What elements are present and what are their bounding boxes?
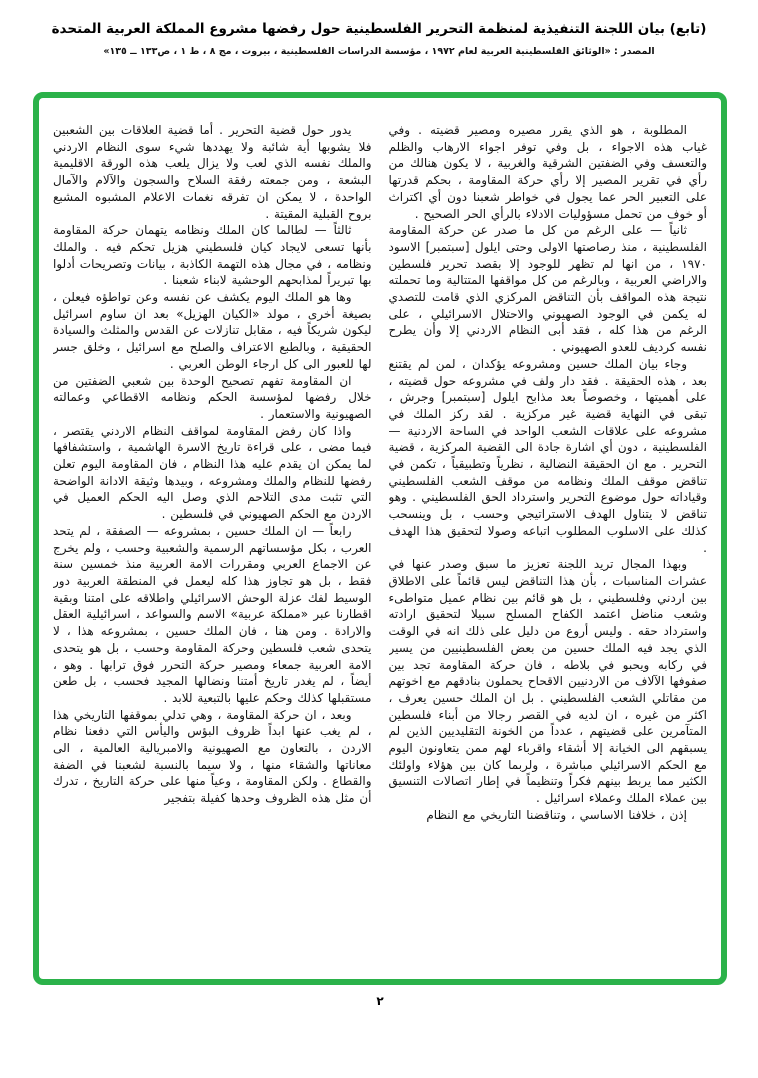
paragraph: المطلوبة ، هو الذي يقرر مصيره ومصير قضيته . وفي غياب هذه الاجواء ، بل وفي توفر اجواء الارهاب والظلم والتعسف وفي الضفتين الشرقية والغربية ، لا يكون هنالك من رأي في تقرير المصير إلا رأي حركة المقاومة ، بحكم قدرتها على التعبير الحر عما يجول في خواطر شعبنا دون أي اكتراث أو خوف من تحمل مسؤوليات الادلاء بالرأي الحر الصحيح . bbox=[388, 123, 707, 221]
document-border-frame bbox=[33, 92, 727, 985]
page-number: ٢ bbox=[376, 994, 384, 1008]
paragraph-fourthly: رابعاً — ان الملك حسين ، بمشروعه — الصفقة ، لم يتحد العرب ، بكل مؤسساتهم الرسمية والشعبية وحسب ، ولم يخرج عن الاجماع العربي ومقررات الامة العربية منذ خمسين سنة فقط ، بل هو تجاوز هذا كله ليعمل في المنطقة العربية دور الوسيط لفك عزلة الوحش الاسرائيلي واطلاقه على امتنا وبقية اقطارنا عبر «مملكة عربية» الاسم والسواعد ، اسرائيلية العقل والارادة . ومن هنا ، فان الملك حسين ، بمشروعه هذا ، لا يتحدى شعب فلسطين وحركة المقاومة وحسب ، بل هو يتحدى الامة العربية جمعاء ومصير حركة التحرر فوق ترابها . وهو ، أيضاً ، لم يغدر تاريخ أمتنا ونضالها المجيد فحسب ، بل طعن مستقبلها كذلك وحكم عليها بالتبعية للابد . bbox=[53, 523, 372, 705]
paragraph: إذن ، خلافنا الاساسي ، وتناقضنا التاريخي مع النظام bbox=[426, 807, 687, 822]
paragraph: ان المقاومة تفهم تصحيح الوحدة بين شعبي الضفتين من خلال رفضها لمؤسسة الحكم ونظامه الاقطاعي وعمالته الصهيونية والاستعمار . bbox=[53, 373, 372, 421]
paragraph-thirdly: ثالثاً — لطالما كان الملك ونظامه يتهمان حركة المقاومة بأنها تسعى لايجاد كيان فلسطيني هزيل تحكم فيه . والملك ونظامه ، في مجال هذه التهمة الكاذبة ، بيانات وتصريحات أدلوا بها تبريراً لمذابحهم الوحشية لابناء شعبنا . bbox=[53, 223, 372, 288]
paragraph: يدور حول قضية التحرير . أما قضية العلاقات بين الشعبين فلا يشوبها أية شائبة ولا يهددها شيء سوى النظام الاردني والملك نفسه الذي لعب ولا يزال يلعب هذه الورقة الاقليمية البشعة ، ومن جمعته رفقة السلاح والسجون والآلام والآمال الواحدة ، لا يمكن ان تفرقه نغمات الاعلام المشبوه المشبع بروح القبلية المقيتة . bbox=[53, 123, 372, 221]
paragraph: وبهذا المجال تريد اللجنة تعزيز ما سبق وصدر عنها في عشرات المناسبات ، بأن هذا التناقض ليس قائماً على الاطلاق بين اردني وفلسطيني ، بل هو قائم بين نظام عميل متواطىء وشعب مناضل اعتمد الكفاح المسلح سبيلا لتحقيق ارادته واسترداد حقه . وليس أروع من دليل على ذلك انه في الوقت الذي يجد فيه الملك حسين من بعض الفلسطينيين من يسير في ركابه ويحبو في بلاطه ، فان حركة المقاومة تجد بين صفوفها الآلاف من الاردنيين الاقحاح يحملون بنادقهم مع اخوتهم من مقاتلي الشعب الفلسطيني . بل ان الملك حسين يعرف ، اكثر من غيره ، ان لديه في القصر رجالا من أبناء فلسطين المتآمرين على قضيتهم ، عدداً من الخونة التقليديين الذين لم يسبقهم الى الخيانة إلا أشقاء واقرباء لهم ممن يتعاونون اليوم مع الحكم الاسرائيلي مباشرة ، ولربما كان بين هؤلاء واولئك الكثير مما يربط بينهم فكراً وتنظيماً في إطار اتصالات التنسيق بين عملاء الملك وعملاء اسرائيل . bbox=[388, 557, 707, 806]
paragraph: واذا كان رفض المقاومة لمواقف النظام الاردني يقتصر ، فيما مضى ، على قراءة تاريخ الاسرة الهاشمية ، واستشفافها لما يمكن ان يقدم عليه هذا النظام ، فان المقاومة اليوم تعلن رفضها للنظام والملك ومشروعه ، وبيدها وثيقة الادانة الواضحة التي تثبت مدى التلاحم الذي وصل اليه الحكم العميل في الاردن مع الحكم الصهيوني في فلسطين . bbox=[53, 423, 372, 522]
paragraph: وها هو الملك اليوم يكشف عن نفسه وعن تواطؤه فيعلن ، بصيغة أخرى ، مولد «الكيان الهزيل» بعد ان ساوم اسرائيل ليكون شريكاً فيه ، مقابل تنازلات عن القدس والمثلث والسيادة الحقيقية ، وبالطبع الاعتراف والصلح مع اسرائيل ، وخلق جسر لها للعبور الى كل ارجاء الوطن العربي . bbox=[53, 290, 372, 371]
page-title: (تابع) بيان اللجنة التنفيذية لمنظمة التحرير الفلسطينية حول رفضها مشروع المملكة العربية المتحدة bbox=[51, 21, 707, 37]
text-column-right bbox=[389, 122, 708, 979]
paragraph-secondly: ثانياً — على الرغم من كل ما صدر عن حركة المقاومة الفلسطينية ، منذ رصاصتها الاولى وحتى ايلول [سبتمبر] الاسود ١٩٧٠ ، من انها لم تظهر للوجود إلا بقصد تحرير فلسطين والاراضي العربية ، وبالرغم من كل مواقفها المتتالية وما تحملته نتيجة هذه المواقف بأن التناقض المركزي الذي قامت للتصدي له يكمن في الوجود الصهيوني والاحتلال الاسرائيلي ، على الرغم من هذا كله ، فقد أبى النظام الاردني إلا وأن يطرح نفسه كرديف للعدو الصهيوني . bbox=[388, 223, 707, 355]
text-column-left bbox=[53, 122, 372, 979]
source-line: المصدر : «الوثائق الفلسطينية العربية لعام ١٩٧٢ ، مؤسسة الدراسات الفلسطينية ، بيروت ، مج ٨ ، ط ١ ، ص١٣٣ ــ ١٣٥» bbox=[103, 45, 655, 57]
document-header bbox=[40, 20, 718, 57]
paragraph: وبعد ، ان حركة المقاومة ، وهي تدلي بموقفها التاريخي هذا ، لم يغب عنها ابداً ظروف البؤس واليأس التي دفعنا نظام الاردن ، بالتعاون مع الصهيونية والامبريالية العالمية ، الى معاناتها والشقاء منها ، ولا سيما بالنسبة لشعبنا في الضفة والقطاع . ولكن المقاومة ، وعياً منها على حركة التاريخ ، تدرك أن مثل هذه الظروف وحدها كفيلة بتفجير bbox=[53, 707, 372, 806]
paragraph: وجاء بيان الملك حسين ومشروعه يؤكدان ، لمن لم يقتنع بعد ، هذه الحقيقة . فقد دار ولف في مشروعه حول قضيته ، على أهميتها ، وخصوصاً بعد مذابح ايلول [سبتمبر] وجرش ، تبقى في النهاية قضية غير مركزية . لقد ركز الملك في مشروعه على علاقات الشعب الواحد في الساحة الاردنية — الفلسطينية ، دون أي اشارة جادة الى القضية المركزية ، قضية التحرير . مع ان الحقيقة النضالية ، نظرياً وتطبيقياً ، تكمن في تناقض موقف الملك ونظامه من موقف الشعب الفلسطيني وقياداته حول موضوع التحرير واسترداد الحق الفلسطيني . وهو تناقض لا يتناول الهدف الاستراتيجي وحسب ، بل وينسحب كذلك على الاسلوب المطلوب اتباعه وصولا لتحقيق هذا الهدف . bbox=[388, 356, 707, 555]
text-columns bbox=[39, 98, 721, 979]
